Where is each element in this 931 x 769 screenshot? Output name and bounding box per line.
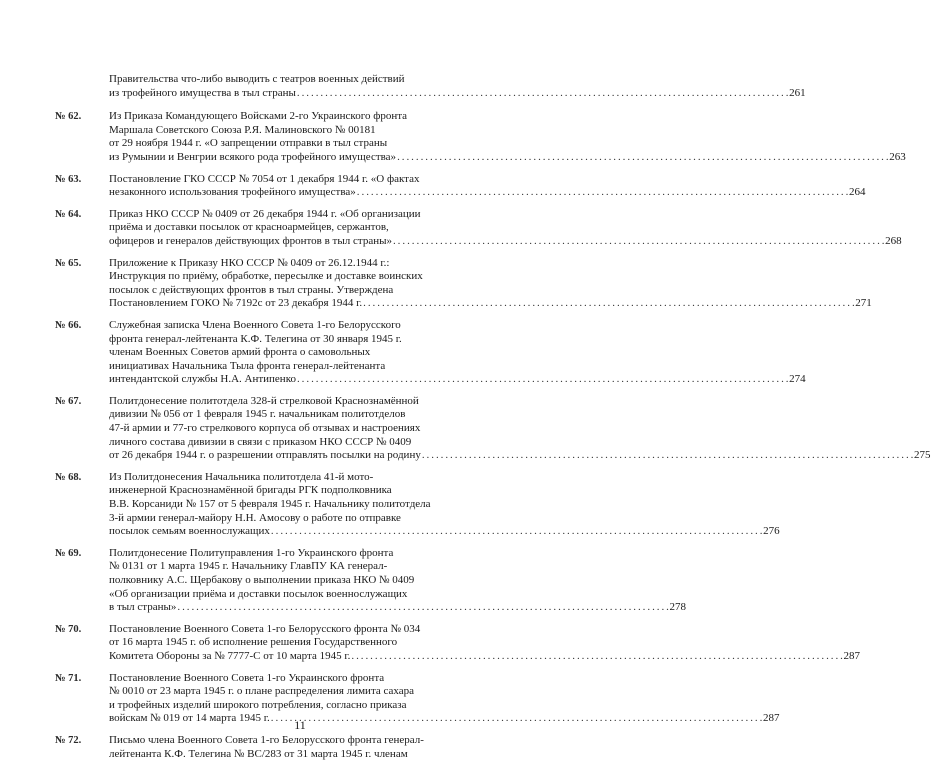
toc-entry-line: Из Политдонесения Начальника политотдела 41-й мото- [109, 470, 374, 483]
toc-entry-line: № 0010 от 23 марта 1945 г. о плане распределения лимита сахара [109, 685, 415, 698]
toc-entry-line: В.В. Корсаниди № 157 от 5 февраля 1945 г. Начальнику политотдела [109, 498, 431, 511]
toc-entry-line: и трофейных изделий широкого потребления, согласно приказа [109, 698, 407, 711]
toc-entry [55, 734, 495, 761]
toc-entry-line: Политдонесение Политуправления 1-го Украинского фронта [109, 546, 394, 559]
dot-leader [393, 235, 884, 249]
toc-entry-line: Инструкция по приёму, обработке, пересылке и доставке воинских [109, 270, 423, 283]
toc-entry-line: Маршала Советского Союза Р.Я. Малиновского № 00181 [109, 123, 376, 136]
toc-entry-number: № 62. [55, 111, 82, 123]
toc-entry-number: № 68. [55, 471, 82, 483]
toc-entry [55, 470, 780, 539]
toc-entry [55, 622, 861, 664]
toc-entry-text [109, 73, 806, 100]
toc-entry-last-line [109, 449, 931, 463]
toc-entry-line: в тыл страны» [109, 601, 177, 614]
toc-entry-line: личного состава дивизии в связи с приказом НКО СССР № 0409 [109, 435, 412, 448]
dot-leader [177, 601, 668, 615]
toc-entry-line: приёма и доставки посылок от красноармейцев, сержантов, [109, 221, 389, 234]
toc-entry-line: № 0131 от 1 марта 1945 г. Начальнику ГлавПУ КА генерал- [109, 560, 388, 573]
toc-entry-line: инициативах Начальника Тыла фронта генерал-лейтенанта [109, 359, 386, 372]
dot-leader [397, 151, 888, 165]
toc-entry-text [109, 319, 806, 387]
toc-entry-text [109, 208, 902, 249]
toc-entry-line: незаконного использования трофейного имущества» [109, 186, 356, 199]
toc-page-number: 271 [855, 297, 872, 310]
toc-page-number: 278 [669, 601, 687, 614]
toc-page-number: 274 [789, 373, 806, 386]
toc-entry-line: Письмо члена Военного Совета 1-го Белорусского фронта генерал- [109, 733, 424, 746]
toc-entry-text [109, 547, 686, 615]
toc-entry [55, 394, 931, 463]
toc-entry-last-line [109, 297, 872, 311]
toc-page-number: 287 [843, 649, 861, 662]
toc-entry [55, 110, 906, 164]
toc-entry-last-line [109, 186, 865, 200]
toc-entry-number: № 66. [55, 319, 82, 331]
toc-page-number: 261 [789, 86, 806, 99]
toc-entry-last-line [109, 601, 686, 615]
toc-entry [55, 318, 806, 387]
toc-entry [55, 546, 687, 615]
toc-entry-number: № 65. [55, 257, 82, 269]
toc-entry-line: Комитета Обороны за № 7777-С от 10 марта 1945 г. [109, 649, 351, 662]
toc-entry-line: из Румынии и Венгрии всякого рода трофейного имущества» [109, 150, 397, 163]
toc-entry-number [55, 73, 109, 100]
toc-entry-line: интендантской службы Н.А. Антипенко [109, 373, 296, 386]
toc-entry-line: 47-й армии и 77-го стрелкового корпуса об отзывах и настроениях [109, 422, 421, 435]
dot-leader [351, 650, 842, 664]
toc-entry-line: Постановление ГКО СССР № 7054 от 1 декабря 1944 г. «О фактах [109, 172, 420, 185]
toc-entry-text [109, 395, 931, 463]
toc-entry-line: из трофейного имущества в тыл страны [109, 86, 296, 99]
toc-entry-line: от 29 ноября 1944 г. «О запрещении отправки в тыл страны [109, 137, 388, 150]
toc-entry-text [109, 173, 865, 200]
toc-entry-number: № 71. [55, 672, 82, 684]
toc-entry-line: офицеров и генералов действующих фронтов в тыл страны» [109, 234, 392, 247]
toc-entry-line: лейтенанта К.Ф. Телегина № ВС/283 от 31 марта 1945 г. членам [109, 747, 408, 760]
toc-entry-line: от 26 декабря 1944 г. о разрешении отправлять посылки на родину [109, 449, 421, 462]
page-number: 11 [294, 718, 306, 732]
toc-entry-line: Постановление Военного Совета 1-го Белорусского фронта № 034 [109, 622, 421, 635]
toc-entry-last-line [109, 87, 806, 101]
dot-leader [271, 525, 762, 539]
toc-entry-last-line [109, 235, 902, 249]
toc-entry-continuation [55, 73, 806, 100]
toc-entry-text [109, 734, 495, 761]
dot-leader [297, 373, 788, 387]
toc-entry-text [109, 257, 872, 311]
toc-entry-line: Приложение к Приказу НКО СССР № 0409 от 26.12.1944 г.: [109, 256, 390, 269]
toc-page-number: 275 [914, 449, 931, 462]
toc-page-number: 264 [848, 186, 866, 199]
toc-entry-number: № 63. [55, 173, 82, 185]
dot-leader [422, 449, 913, 463]
toc-entry-line: Приказ НКО СССР № 0409 от 26 декабря 1944 г. «Об организации [109, 207, 421, 220]
dot-leader [297, 87, 788, 101]
toc-entry [55, 207, 902, 249]
table-of-contents [55, 73, 931, 769]
toc-entry-number: № 64. [55, 208, 82, 220]
toc-entry-line: Служебная записка Члена Военного Совета 1-го Белорусского [109, 318, 401, 331]
toc-entry-line: инженерной Краснознамённой бригады РГК подполковника [109, 484, 392, 497]
dot-leader [363, 297, 854, 311]
toc-entry-line: Правительства что-либо выводить с театров военных действий [109, 73, 405, 85]
toc-entry-number: № 67. [55, 395, 82, 407]
toc-entry-line: Политдонесение политотдела 328-й стрелковой Краснознамённой [109, 394, 419, 407]
toc-entry-line: посылок с действующих фронтов в тыл страны. Утверждена [109, 283, 394, 296]
toc-page-number: 268 [885, 234, 902, 247]
toc-entry-last-line [109, 373, 806, 387]
toc-entry-line: дивизии № 056 от 1 февраля 1945 г. начальникам политотделов [109, 408, 406, 421]
toc-entry-line: фронта генерал-лейтенанта К.Ф. Телегина от 30 января 1945 г. [109, 332, 402, 345]
toc-entry-text [109, 110, 906, 164]
dot-leader [357, 186, 848, 200]
toc-entry-number: № 69. [55, 547, 82, 559]
toc-entry-line: «Об организации приёма и доставки посылок военнослужащих [109, 587, 408, 600]
toc-entry-line: Постановление Военного Совета 1-го Украинского фронта [109, 671, 385, 684]
toc-entry-line: полковнику А.С. Щербакову о выполнении приказа НКО № 0409 [109, 574, 415, 586]
toc-entry [55, 172, 866, 200]
toc-entry-line: посылок семьям военнослужащих [109, 525, 270, 538]
toc-entry-line: Из Приказа Командующего Войсками 2-го Украинского фронта [109, 110, 408, 123]
toc-entry-text [109, 623, 860, 664]
toc-entry-line: от 16 марта 1945 г. об исполнение решения Государственного [109, 636, 398, 649]
toc-page-number: 276 [763, 525, 780, 538]
toc-entry [55, 256, 872, 311]
toc-entry-text [109, 471, 780, 539]
toc-page-number: 263 [889, 150, 906, 163]
toc-entry-line: 3-й армии генерал-майору Н.Н. Амосову о работе по отправке [109, 511, 401, 524]
toc-entry-last-line [109, 650, 860, 664]
toc-page-number: 287 [762, 712, 780, 725]
toc-entry-last-line [109, 151, 906, 165]
toc-entry-line: войскам № 019 от 14 марта 1945 г. [109, 712, 270, 725]
toc-entry-line: членам Военных Советов армий фронта о самовольных [109, 346, 371, 359]
toc-entry-line: Постановлением ГОКО № 7192с от 23 декабря 1944 г. [109, 297, 363, 310]
toc-entry-last-line [109, 525, 780, 539]
toc-entry-number: № 70. [55, 623, 82, 635]
toc-entry-number: № 72. [55, 734, 82, 746]
